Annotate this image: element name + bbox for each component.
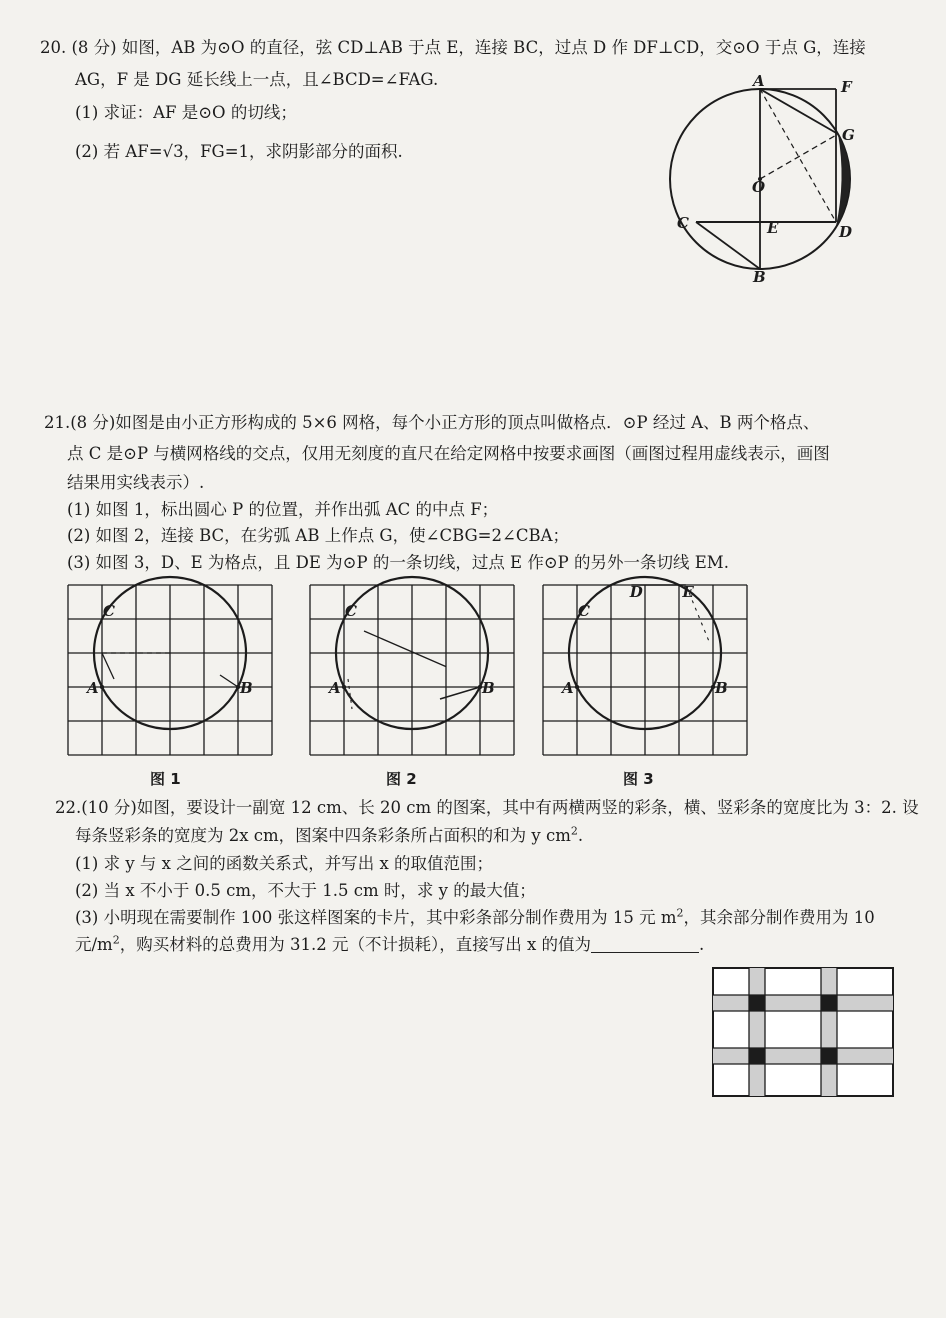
q22-part1: (1) 求 y 与 x 之间的函数关系式，并写出 x 的取值范围； — [75, 854, 494, 873]
q22-part3-sup: 2 — [676, 906, 684, 920]
q21-part3: (3) 如图 3，D、E 为格点，且 DE 为⊙P 的一条切线，过点 E 作⊙P 的另外一条切线 EM. — [67, 553, 729, 572]
label-b: B — [482, 679, 495, 697]
q22-part3-text: (3) 小明现在需要制作 100 张这样图案的卡片，其中彩条部分制作费用为 15 元 m — [75, 908, 677, 927]
q20-stem-line1: 20. (8 分) 如图，AB 为⊙O 的直径，弦 CD⊥AB 于点 E，连接 BC，过点 D 作 DF⊥CD，交⊙O 于点 G，连接 — [40, 38, 866, 57]
q22-part3-end: ，其余部分制作费用为 10 — [683, 908, 875, 927]
label-a: A — [562, 679, 574, 697]
q22-stem-line1: 22.(10 分)如图，要设计一副宽 12 cm、长 20 cm 的图案，其中有两横两竖的彩条，横、竖彩条的宽度比为 3：2. 设 — [55, 798, 919, 817]
label-f: F — [841, 78, 852, 96]
caption-figure-2: 图 2 — [386, 770, 417, 788]
label-c: C — [578, 602, 590, 620]
q20-part2: (2) 若 AF=√3，FG=1，求阴影部分的面积. — [75, 142, 403, 161]
q20-part1: (1) 求证：AF 是⊙O 的切线； — [75, 103, 297, 122]
construction-line — [364, 631, 446, 667]
label-d: D — [629, 583, 643, 601]
q21-part2: (2) 如图 2，连接 BC，在劣弧 AB 上作点 G，使∠CBG=2∠CBA； — [67, 526, 569, 545]
answer-blank — [591, 936, 699, 953]
point-a — [575, 685, 579, 689]
segment-bc — [696, 222, 760, 269]
q21-stem-line3: 结果用实线表示）. — [67, 473, 205, 492]
shaded-segment — [836, 134, 850, 226]
horizontal-stripe-1 — [713, 995, 893, 1011]
label-e: E — [682, 583, 694, 601]
label-b: B — [753, 268, 766, 286]
q22-line4-sup: 2 — [112, 933, 120, 947]
q21-stem-line1: 21.(8 分)如图是由小正方形构成的 5×6 网格，每个小正方形的顶点叫做格点．⊙P 经过 A、B 两个格点、 — [44, 413, 820, 432]
label-b: B — [715, 679, 728, 697]
q22-part3-cont — [75, 934, 704, 956]
segment-ad — [760, 89, 836, 222]
label-e: E — [767, 219, 779, 237]
q22-line4-text: 元/m — [75, 935, 113, 954]
q21-stem-line2: 点 C 是⊙P 与横网格线的交点，仅用无刻度的直尺在给定网格中按要求画图（画图过程用虚线表示，画图 — [67, 444, 830, 463]
q20-stem-line2: AG，F 是 DG 延长线上一点，且∠BCD=∠FAG. — [75, 70, 439, 89]
q20-circle-figure — [660, 70, 870, 290]
label-g: G — [842, 126, 855, 144]
grid-figure-2 — [310, 585, 514, 755]
vertical-stripe-1 — [749, 968, 765, 1096]
q22-line2-sup: 2 — [570, 824, 578, 838]
label-d: D — [839, 223, 853, 241]
q21-part1: (1) 如图 1，标出圆心 P 的位置，并作出弧 AC 的中点 F； — [67, 500, 499, 519]
label-a: A — [329, 679, 341, 697]
horizontal-stripe-2 — [713, 1048, 893, 1064]
construction-mark — [220, 675, 238, 687]
point-a — [100, 685, 104, 689]
label-c: C — [677, 214, 689, 232]
q22-line2-end: . — [577, 826, 584, 845]
q22-line4-body: ，购买材料的总费用为 31.2 元（不计损耗），直接写出 x 的值为 — [119, 935, 591, 954]
stripe-pattern-figure — [713, 968, 895, 1098]
grid-figure-3 — [543, 585, 747, 755]
q22-line2-text: 每条竖彩条的宽度为 2x cm，图案中四条彩条所占面积的和为 y cm — [75, 826, 571, 845]
label-a: A — [753, 72, 765, 90]
construction-mark — [102, 653, 114, 679]
caption-figure-3: 图 3 — [623, 770, 654, 788]
q22-part2: (2) 当 x 不小于 0.5 cm，不大于 1.5 cm 时，求 y 的最大值； — [75, 881, 536, 900]
label-a: A — [87, 679, 99, 697]
label-b: B — [240, 679, 253, 697]
q22-part3 — [75, 907, 875, 929]
segment-og — [760, 134, 838, 179]
label-c: C — [103, 602, 115, 620]
label-c: C — [345, 602, 357, 620]
segment-ag — [760, 89, 838, 134]
caption-figure-1: 图 1 — [150, 770, 181, 788]
grid-figure-1 — [68, 585, 272, 755]
point-a — [342, 685, 346, 689]
q22-line4-end: . — [699, 935, 705, 954]
label-o: O — [752, 178, 766, 196]
vertical-stripe-2 — [821, 968, 837, 1096]
q22-stem-line2 — [75, 825, 583, 847]
